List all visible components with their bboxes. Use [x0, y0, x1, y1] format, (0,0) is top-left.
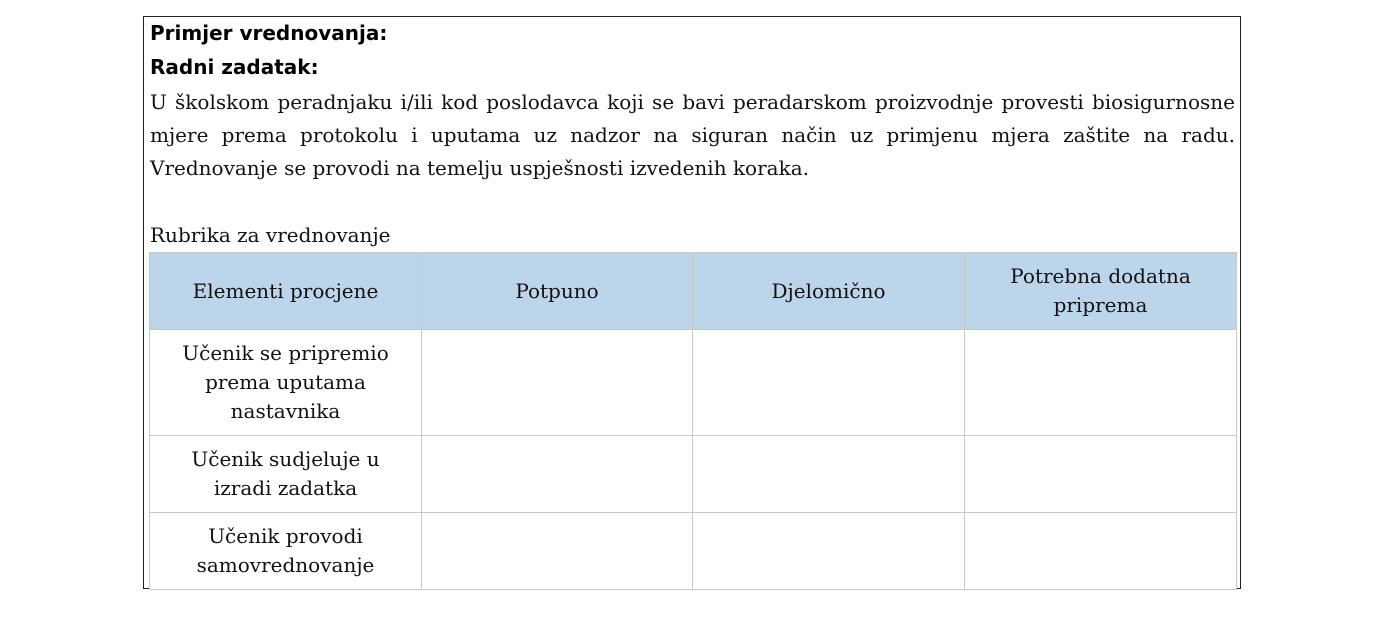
score-cell-full[interactable] — [422, 330, 693, 436]
example-heading: Primjer vrednovanja: — [150, 21, 388, 45]
table-row — [150, 513, 1237, 590]
rubric-table — [149, 252, 1237, 590]
rubric-header-row — [150, 253, 1237, 330]
column-header-full: Potpuno — [422, 253, 693, 330]
table-row — [150, 436, 1237, 513]
column-header-extra-prep: Potrebna dodatna priprema — [965, 253, 1237, 330]
table-row — [150, 330, 1237, 436]
task-heading: Radni zadatak: — [150, 55, 319, 79]
criterion-cell: Učenik provodi samovrednovanje — [150, 513, 422, 590]
criterion-cell: Učenik se pripremio prema uputama nastavnika — [150, 330, 422, 436]
score-cell-partial[interactable] — [693, 330, 965, 436]
score-cell-extra-prep[interactable] — [965, 436, 1237, 513]
task-description: U školskom peradnjaku i/ili kod poslodavca koji se bavi peradarskom proizvodnje provesti biosigurnosne mjere prema protokolu i uputama uz nadzor na siguran način uz primjenu mjera zaštite na radu. Vrednovanje se provodi na temelju uspješnosti izvedenih koraka. — [150, 90, 1235, 180]
score-cell-partial[interactable] — [693, 436, 965, 513]
column-header-partial: Djelomično — [693, 253, 965, 330]
score-cell-extra-prep[interactable] — [965, 513, 1237, 590]
score-cell-full[interactable] — [422, 436, 693, 513]
score-cell-full[interactable] — [422, 513, 693, 590]
criterion-cell: Učenik sudjeluje u izradi zadatka — [150, 436, 422, 513]
score-cell-extra-prep[interactable] — [965, 330, 1237, 436]
column-header-elements: Elementi procjene — [150, 253, 422, 330]
score-cell-partial[interactable] — [693, 513, 965, 590]
rubric-caption: Rubrika za vrednovanje — [150, 223, 391, 247]
